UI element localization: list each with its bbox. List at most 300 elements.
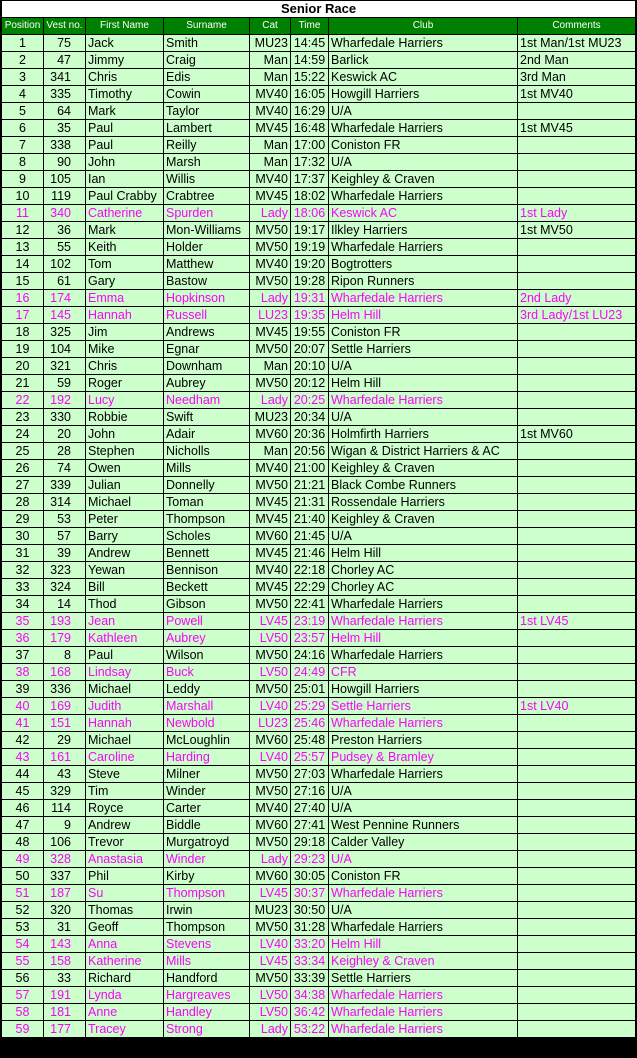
vest-no-cell: 177: [44, 1021, 86, 1038]
vest-no-cell: 320: [44, 902, 86, 919]
position-cell: 13: [2, 239, 44, 256]
surname-cell: Mon-Williams: [164, 222, 250, 239]
position-cell: 9: [2, 171, 44, 188]
column-header-comments: Comments: [518, 18, 636, 35]
table-row: [2, 545, 636, 562]
surname-cell: Murgatroyd: [164, 834, 250, 851]
results-table: [1, 0, 636, 1038]
surname-cell: Lambert: [164, 120, 250, 137]
vest-no-cell: 36: [44, 222, 86, 239]
vest-no-cell: 151: [44, 715, 86, 732]
surname-cell: Cowin: [164, 86, 250, 103]
position-cell: 32: [2, 562, 44, 579]
surname-cell: Aubrey: [164, 630, 250, 647]
vest-no-cell: 106: [44, 834, 86, 851]
table-row: [2, 188, 636, 205]
time-cell: 20:07: [291, 341, 329, 358]
vest-no-cell: 335: [44, 86, 86, 103]
position-cell: 11: [2, 205, 44, 222]
comments-cell: [518, 392, 636, 409]
table-row: [2, 596, 636, 613]
vest-no-cell: 341: [44, 69, 86, 86]
vest-no-cell: 31: [44, 919, 86, 936]
comments-cell: [518, 919, 636, 936]
position-cell: 55: [2, 953, 44, 970]
surname-cell: Carter: [164, 800, 250, 817]
vest-no-cell: 330: [44, 409, 86, 426]
club-cell: Wharfedale Harriers: [329, 1004, 518, 1021]
table-row: [2, 290, 636, 307]
position-cell: 17: [2, 307, 44, 324]
category-cell: MV40: [250, 800, 291, 817]
comments-cell: 3rd Lady/1st LU23: [518, 307, 636, 324]
club-cell: Wharfedale Harriers: [329, 290, 518, 307]
category-cell: LV50: [250, 1004, 291, 1021]
time-cell: 30:37: [291, 885, 329, 902]
time-cell: 19:31: [291, 290, 329, 307]
surname-cell: Harding: [164, 749, 250, 766]
first-name-cell: Thod: [86, 596, 164, 613]
club-cell: West Pennine Runners: [329, 817, 518, 834]
vest-no-cell: 143: [44, 936, 86, 953]
vest-no-cell: 324: [44, 579, 86, 596]
table-row: [2, 307, 636, 324]
surname-cell: Bastow: [164, 273, 250, 290]
time-cell: 30:50: [291, 902, 329, 919]
category-cell: LV40: [250, 749, 291, 766]
first-name-cell: Lucy: [86, 392, 164, 409]
position-cell: 28: [2, 494, 44, 511]
time-cell: 16:05: [291, 86, 329, 103]
position-cell: 41: [2, 715, 44, 732]
position-cell: 54: [2, 936, 44, 953]
time-cell: 30:05: [291, 868, 329, 885]
table-row: [2, 443, 636, 460]
first-name-cell: Tom: [86, 256, 164, 273]
first-name-cell: Robbie: [86, 409, 164, 426]
club-cell: U/A: [329, 783, 518, 800]
vest-no-cell: 169: [44, 698, 86, 715]
column-header-surname: Surname: [164, 18, 250, 35]
club-cell: Keighley & Craven: [329, 171, 518, 188]
table-row: [2, 205, 636, 222]
table-row: [2, 1021, 636, 1038]
time-cell: 23:19: [291, 613, 329, 630]
category-cell: MV40: [250, 460, 291, 477]
comments-cell: [518, 647, 636, 664]
vest-no-cell: 9: [44, 817, 86, 834]
club-cell: Keighley & Craven: [329, 460, 518, 477]
position-cell: 47: [2, 817, 44, 834]
first-name-cell: Paul: [86, 647, 164, 664]
surname-cell: Handford: [164, 970, 250, 987]
first-name-cell: Chris: [86, 358, 164, 375]
category-cell: Man: [250, 358, 291, 375]
table-row: [2, 817, 636, 834]
club-cell: Ripon Runners: [329, 273, 518, 290]
surname-cell: Toman: [164, 494, 250, 511]
club-cell: Howgill Harriers: [329, 681, 518, 698]
comments-cell: [518, 528, 636, 545]
time-cell: 19:28: [291, 273, 329, 290]
first-name-cell: Kathleen: [86, 630, 164, 647]
club-cell: Wharfedale Harriers: [329, 885, 518, 902]
time-cell: 25:48: [291, 732, 329, 749]
vest-no-cell: 75: [44, 35, 86, 52]
comments-cell: 1st MV60: [518, 426, 636, 443]
surname-cell: Hopkinson: [164, 290, 250, 307]
first-name-cell: Geoff: [86, 919, 164, 936]
vest-no-cell: 14: [44, 596, 86, 613]
club-cell: U/A: [329, 902, 518, 919]
vest-no-cell: 193: [44, 613, 86, 630]
club-cell: Helm Hill: [329, 375, 518, 392]
vest-no-cell: 161: [44, 749, 86, 766]
first-name-cell: Julian: [86, 477, 164, 494]
category-cell: LV50: [250, 630, 291, 647]
vest-no-cell: 8: [44, 647, 86, 664]
first-name-cell: Steve: [86, 766, 164, 783]
comments-cell: [518, 732, 636, 749]
time-cell: 14:59: [291, 52, 329, 69]
time-cell: 17:00: [291, 137, 329, 154]
category-cell: MV50: [250, 647, 291, 664]
time-cell: 25:57: [291, 749, 329, 766]
comments-cell: [518, 987, 636, 1004]
first-name-cell: Michael: [86, 681, 164, 698]
table-row: [2, 171, 636, 188]
category-cell: MV40: [250, 256, 291, 273]
surname-cell: Holder: [164, 239, 250, 256]
position-cell: 33: [2, 579, 44, 596]
club-cell: Barlick: [329, 52, 518, 69]
vest-no-cell: 338: [44, 137, 86, 154]
position-cell: 30: [2, 528, 44, 545]
first-name-cell: Andrew: [86, 545, 164, 562]
position-cell: 27: [2, 477, 44, 494]
table-row: [2, 902, 636, 919]
table-row: [2, 987, 636, 1004]
club-cell: U/A: [329, 154, 518, 171]
comments-cell: [518, 137, 636, 154]
category-cell: LV40: [250, 936, 291, 953]
first-name-cell: Yewan: [86, 562, 164, 579]
surname-cell: Bennison: [164, 562, 250, 579]
vest-no-cell: 20: [44, 426, 86, 443]
surname-cell: Biddle: [164, 817, 250, 834]
comments-cell: [518, 902, 636, 919]
category-cell: MV40: [250, 86, 291, 103]
table-row: [2, 630, 636, 647]
position-cell: 50: [2, 868, 44, 885]
club-cell: Chorley AC: [329, 579, 518, 596]
first-name-cell: Catherine: [86, 205, 164, 222]
table-row: [2, 800, 636, 817]
category-cell: MV45: [250, 494, 291, 511]
table-row: [2, 86, 636, 103]
club-cell: Coniston FR: [329, 324, 518, 341]
comments-cell: 2nd Man: [518, 52, 636, 69]
time-cell: 21:31: [291, 494, 329, 511]
surname-cell: Needham: [164, 392, 250, 409]
table-row: [2, 562, 636, 579]
category-cell: MV50: [250, 783, 291, 800]
vest-no-cell: 179: [44, 630, 86, 647]
club-cell: Keighley & Craven: [329, 511, 518, 528]
club-cell: Rossendale Harriers: [329, 494, 518, 511]
first-name-cell: Lindsay: [86, 664, 164, 681]
first-name-cell: Jean: [86, 613, 164, 630]
table-row: [2, 579, 636, 596]
vest-no-cell: 168: [44, 664, 86, 681]
position-cell: 53: [2, 919, 44, 936]
comments-cell: [518, 953, 636, 970]
position-cell: 19: [2, 341, 44, 358]
surname-cell: Handley: [164, 1004, 250, 1021]
surname-cell: Irwin: [164, 902, 250, 919]
time-cell: 19:20: [291, 256, 329, 273]
position-cell: 45: [2, 783, 44, 800]
comments-cell: 1st MV40: [518, 86, 636, 103]
first-name-cell: Phil: [86, 868, 164, 885]
vest-no-cell: 174: [44, 290, 86, 307]
title-row: [2, 1, 636, 18]
category-cell: MV50: [250, 970, 291, 987]
column-header-vest-no: Vest no.: [44, 18, 86, 35]
time-cell: 19:17: [291, 222, 329, 239]
category-cell: MV50: [250, 596, 291, 613]
first-name-cell: Jimmy: [86, 52, 164, 69]
club-cell: Wharfedale Harriers: [329, 766, 518, 783]
first-name-cell: Paul: [86, 120, 164, 137]
first-name-cell: Richard: [86, 970, 164, 987]
category-cell: MV45: [250, 511, 291, 528]
vest-no-cell: 145: [44, 307, 86, 324]
club-cell: Wharfedale Harriers: [329, 919, 518, 936]
first-name-cell: Gary: [86, 273, 164, 290]
first-name-cell: Anne: [86, 1004, 164, 1021]
club-cell: Holmfirth Harriers: [329, 426, 518, 443]
vest-no-cell: 328: [44, 851, 86, 868]
position-cell: 48: [2, 834, 44, 851]
time-cell: 21:45: [291, 528, 329, 545]
club-cell: Wharfedale Harriers: [329, 1021, 518, 1038]
surname-cell: Stevens: [164, 936, 250, 953]
comments-cell: [518, 188, 636, 205]
category-cell: MV50: [250, 766, 291, 783]
vest-no-cell: 114: [44, 800, 86, 817]
club-cell: Wharfedale Harriers: [329, 715, 518, 732]
club-cell: Calder Valley: [329, 834, 518, 851]
comments-cell: 1st Man/1st MU23: [518, 35, 636, 52]
vest-no-cell: 33: [44, 970, 86, 987]
first-name-cell: Stephen: [86, 443, 164, 460]
club-cell: Chorley AC: [329, 562, 518, 579]
time-cell: 34:38: [291, 987, 329, 1004]
category-cell: MV40: [250, 562, 291, 579]
table-row: [2, 953, 636, 970]
surname-cell: Craig: [164, 52, 250, 69]
surname-cell: Marshall: [164, 698, 250, 715]
first-name-cell: Timothy: [86, 86, 164, 103]
table-row: [2, 324, 636, 341]
comments-cell: [518, 749, 636, 766]
comments-cell: 1st MV50: [518, 222, 636, 239]
club-cell: U/A: [329, 851, 518, 868]
first-name-cell: Bill: [86, 579, 164, 596]
comments-cell: [518, 341, 636, 358]
table-row: [2, 69, 636, 86]
position-cell: 4: [2, 86, 44, 103]
club-cell: Wharfedale Harriers: [329, 239, 518, 256]
vest-no-cell: 57: [44, 528, 86, 545]
club-cell: Settle Harriers: [329, 698, 518, 715]
position-cell: 58: [2, 1004, 44, 1021]
club-cell: Wharfedale Harriers: [329, 647, 518, 664]
position-cell: 42: [2, 732, 44, 749]
surname-cell: Thompson: [164, 919, 250, 936]
first-name-cell: Keith: [86, 239, 164, 256]
vest-no-cell: 339: [44, 477, 86, 494]
time-cell: 20:12: [291, 375, 329, 392]
vest-no-cell: 61: [44, 273, 86, 290]
surname-cell: Buck: [164, 664, 250, 681]
first-name-cell: Anna: [86, 936, 164, 953]
surname-cell: Kirby: [164, 868, 250, 885]
first-name-cell: Andrew: [86, 817, 164, 834]
position-cell: 40: [2, 698, 44, 715]
club-cell: Helm Hill: [329, 630, 518, 647]
first-name-cell: Paul: [86, 137, 164, 154]
table-row: [2, 647, 636, 664]
time-cell: 21:46: [291, 545, 329, 562]
surname-cell: Newbold: [164, 715, 250, 732]
vest-no-cell: 105: [44, 171, 86, 188]
surname-cell: McLoughlin: [164, 732, 250, 749]
comments-cell: [518, 511, 636, 528]
results-body: [2, 35, 636, 1038]
table-row: [2, 766, 636, 783]
category-cell: Lady: [250, 205, 291, 222]
club-cell: Helm Hill: [329, 936, 518, 953]
comments-cell: [518, 681, 636, 698]
surname-cell: Winder: [164, 851, 250, 868]
time-cell: 29:18: [291, 834, 329, 851]
time-cell: 21:40: [291, 511, 329, 528]
comments-cell: [518, 1004, 636, 1021]
position-cell: 31: [2, 545, 44, 562]
surname-cell: Beckett: [164, 579, 250, 596]
position-cell: 24: [2, 426, 44, 443]
club-cell: Keighley & Craven: [329, 953, 518, 970]
club-cell: Pudsey & Bramley: [329, 749, 518, 766]
time-cell: 16:48: [291, 120, 329, 137]
first-name-cell: Mark: [86, 222, 164, 239]
comments-cell: [518, 851, 636, 868]
surname-cell: Swift: [164, 409, 250, 426]
surname-cell: Matthew: [164, 256, 250, 273]
table-row: [2, 35, 636, 52]
comments-cell: [518, 477, 636, 494]
position-cell: 34: [2, 596, 44, 613]
first-name-cell: Judith: [86, 698, 164, 715]
table-row: [2, 52, 636, 69]
category-cell: MV45: [250, 188, 291, 205]
column-header-position: Position: [2, 18, 44, 35]
table-row: [2, 154, 636, 171]
position-cell: 44: [2, 766, 44, 783]
time-cell: 23:57: [291, 630, 329, 647]
surname-cell: Aubrey: [164, 375, 250, 392]
position-cell: 59: [2, 1021, 44, 1038]
time-cell: 19:19: [291, 239, 329, 256]
surname-cell: Russell: [164, 307, 250, 324]
club-cell: U/A: [329, 528, 518, 545]
position-cell: 35: [2, 613, 44, 630]
comments-cell: 1st MV45: [518, 120, 636, 137]
table-row: [2, 834, 636, 851]
position-cell: 26: [2, 460, 44, 477]
time-cell: 20:10: [291, 358, 329, 375]
category-cell: LV50: [250, 664, 291, 681]
club-cell: CFR: [329, 664, 518, 681]
comments-cell: [518, 936, 636, 953]
comments-cell: [518, 103, 636, 120]
first-name-cell: Emma: [86, 290, 164, 307]
comments-cell: 1st LV40: [518, 698, 636, 715]
comments-cell: [518, 324, 636, 341]
category-cell: Lady: [250, 392, 291, 409]
category-cell: MV50: [250, 834, 291, 851]
position-cell: 56: [2, 970, 44, 987]
surname-cell: Mills: [164, 953, 250, 970]
category-cell: LV40: [250, 698, 291, 715]
club-cell: Helm Hill: [329, 307, 518, 324]
vest-no-cell: 329: [44, 783, 86, 800]
club-cell: Keswick AC: [329, 69, 518, 86]
surname-cell: Taylor: [164, 103, 250, 120]
time-cell: 17:32: [291, 154, 329, 171]
first-name-cell: John: [86, 154, 164, 171]
comments-cell: [518, 1021, 636, 1038]
surname-cell: Thompson: [164, 885, 250, 902]
category-cell: Lady: [250, 290, 291, 307]
surname-cell: Willis: [164, 171, 250, 188]
position-cell: 5: [2, 103, 44, 120]
table-row: [2, 698, 636, 715]
comments-cell: [518, 630, 636, 647]
vest-no-cell: 102: [44, 256, 86, 273]
comments-cell: [518, 834, 636, 851]
club-cell: Coniston FR: [329, 137, 518, 154]
category-cell: MV40: [250, 103, 291, 120]
surname-cell: Reilly: [164, 137, 250, 154]
first-name-cell: Roger: [86, 375, 164, 392]
club-cell: U/A: [329, 103, 518, 120]
first-name-cell: Trevor: [86, 834, 164, 851]
table-row: [2, 137, 636, 154]
vest-no-cell: 29: [44, 732, 86, 749]
table-row: [2, 239, 636, 256]
race-title: Senior Race: [2, 1, 636, 18]
comments-cell: [518, 239, 636, 256]
category-cell: MV50: [250, 273, 291, 290]
surname-cell: Powell: [164, 613, 250, 630]
club-cell: Howgill Harriers: [329, 86, 518, 103]
table-row: [2, 613, 636, 630]
first-name-cell: Paul Crabby: [86, 188, 164, 205]
first-name-cell: Tracey: [86, 1021, 164, 1038]
